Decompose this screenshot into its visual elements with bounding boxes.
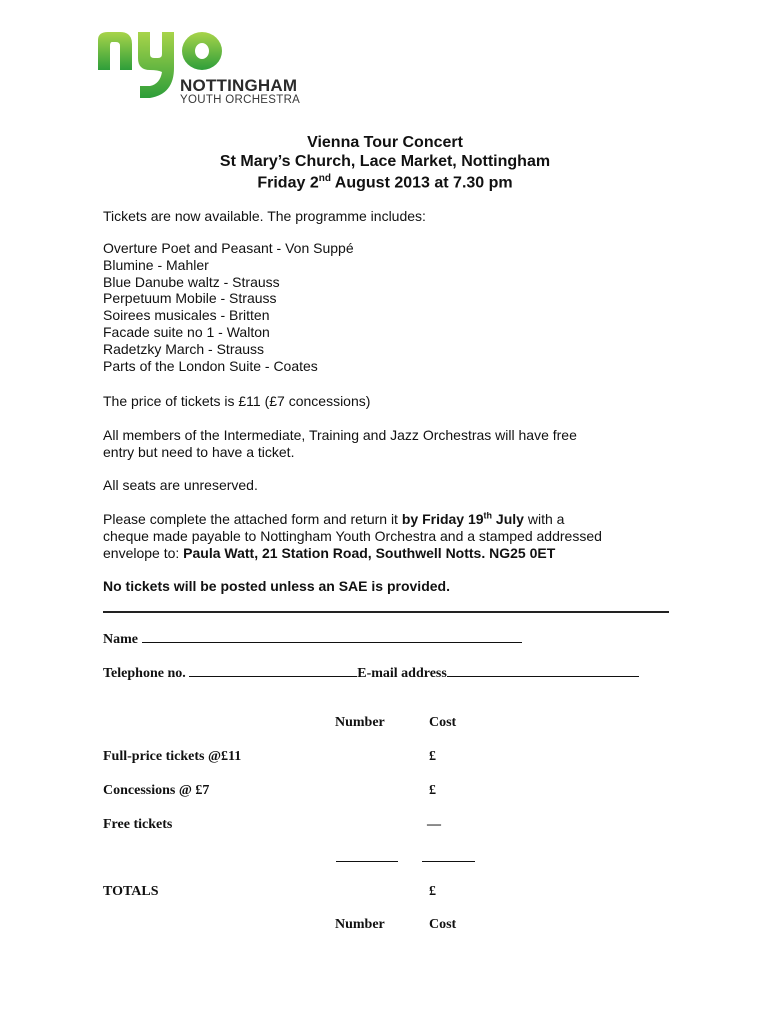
- programme-item: Perpetuum Mobile - Strauss: [103, 290, 277, 307]
- programme-item: Radetzky March - Strauss: [103, 340, 265, 357]
- concessions-cost: £: [429, 783, 436, 798]
- programme-item: Parts of the London Suite - Coates: [103, 357, 318, 374]
- column-header-number: Number: [335, 715, 385, 730]
- form-instructions-2: cheque made payable to Nottingham Youth Orchestra and a stamped addressed: [103, 528, 602, 544]
- programme-item: Soirees musicales - Britten: [103, 307, 270, 324]
- full-price-label: Full-price tickets @£11: [103, 749, 242, 764]
- footer-number: Number: [335, 917, 385, 932]
- cost-total-line: [422, 861, 475, 862]
- title-line-3: [0, 173, 770, 192]
- divider: [103, 611, 669, 613]
- name-field[interactable]: [142, 631, 522, 643]
- name-row: [103, 631, 522, 648]
- envelope-label: envelope to:: [103, 545, 184, 561]
- deadline-text: by Friday 19: [401, 511, 484, 527]
- programme-item: Facade suite no 1 - Walton: [103, 323, 270, 340]
- concessions-label: Concessions @ £7: [103, 783, 210, 798]
- price-text: The price of tickets is £11 (£7 concessions): [103, 393, 371, 409]
- instructions-pre: Please complete the attached form and return it: [103, 511, 402, 527]
- programme-item: Blumine - Mahler: [103, 256, 209, 273]
- members-text-2: entry but need to have a ticket.: [103, 444, 295, 460]
- telephone-label: Telephone no.: [103, 666, 186, 681]
- title-line-2: St Mary’s Church, Lace Market, Nottingham: [219, 153, 551, 170]
- members-text-1: All members of the Intermediate, Training and Jazz Orchestras will have free: [103, 427, 577, 443]
- programme-item: Overture Poet and Peasant - Von Suppé: [103, 240, 354, 256]
- form-instructions-1: [103, 511, 564, 528]
- column-header-cost: Cost: [429, 715, 457, 730]
- logo-line-youth-orchestra: YOUTH ORCHESTRA: [180, 94, 301, 106]
- email-field[interactable]: [447, 665, 639, 677]
- contact-row: [103, 665, 639, 682]
- sae-warning: No tickets will be posted unless an SAE is provided.: [103, 578, 450, 594]
- title-date-post: August 2013 at 7.30 pm: [330, 174, 513, 192]
- return-address: Paula Watt, 21 Station Road, Southwell Notts. NG25 0ET: [183, 545, 556, 561]
- number-total-line: [336, 861, 398, 862]
- email-label: E-mail address: [357, 666, 447, 681]
- totals-cost: £: [429, 884, 436, 899]
- logo-line-nottingham: NOTTINGHAM: [180, 76, 298, 95]
- title-line-1: Vienna Tour Concert: [307, 134, 463, 151]
- form-instructions-3: [103, 545, 555, 562]
- free-tickets-label: Free tickets: [103, 817, 173, 832]
- programme-item: Blue Danube waltz - Strauss: [103, 273, 280, 290]
- title-date-sup: nd: [318, 173, 331, 184]
- totals-label: TOTALS: [103, 884, 159, 899]
- deadline-sup: th: [483, 510, 493, 521]
- telephone-field[interactable]: [189, 665, 357, 677]
- free-tickets-cost: —: [427, 817, 441, 832]
- intro-text: Tickets are now available. The programme includes:: [103, 208, 426, 224]
- seats-text: All seats are unreserved.: [103, 477, 258, 493]
- programme-list: [103, 240, 354, 374]
- deadline-month: July: [492, 511, 524, 527]
- footer-cost: Cost: [429, 917, 457, 932]
- full-price-cost: £: [429, 749, 436, 764]
- name-label: Name: [103, 632, 138, 647]
- title-date-pre: Friday 2: [257, 174, 319, 192]
- instructions-post: with a: [523, 511, 565, 527]
